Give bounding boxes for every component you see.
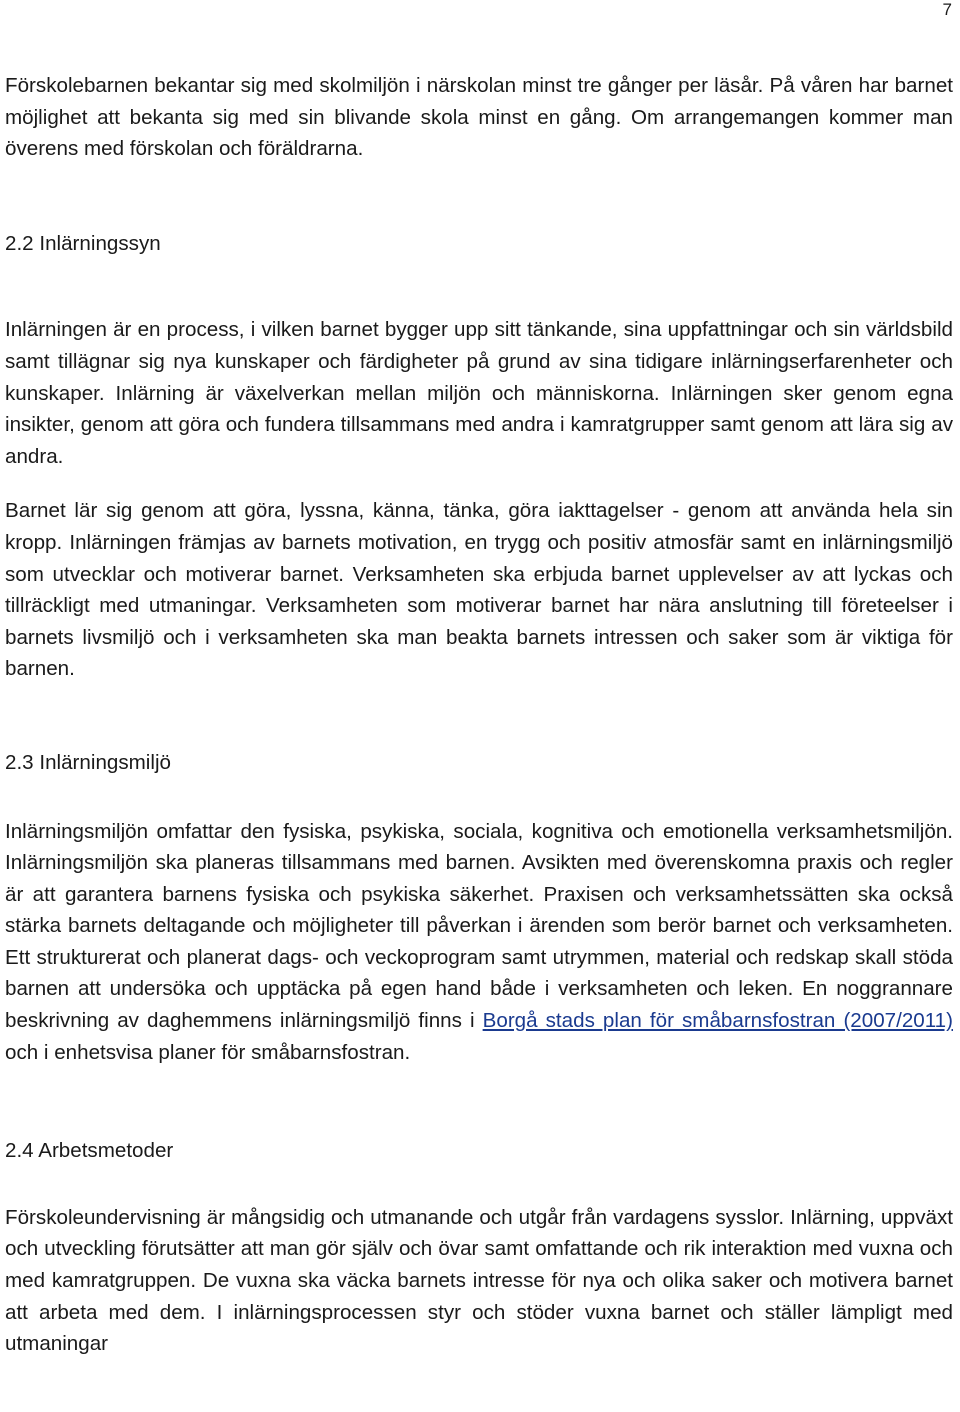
section-heading-2-2: 2.2 Inlärningssyn (5, 231, 161, 255)
spacer (5, 779, 953, 816)
paragraph-inlarningsmiljo (5, 816, 953, 1069)
page-number: 7 (942, 0, 952, 19)
spacer (5, 165, 953, 228)
spacer (5, 1068, 953, 1135)
borga-plan-link[interactable]: Borgå stads plan för småbarnsfostran (2007/2011) (482, 1009, 953, 1033)
spacer (5, 685, 953, 747)
section-heading-2-4: 2.4 Arbetsmetoder (5, 1139, 174, 1163)
document-page (5, 70, 953, 1360)
paragraph-text-after-link: och i enhetsvisa planer för småbarnsfostran. (5, 1040, 411, 1064)
section-heading-2-3: 2.3 Inlärningsmiljö (5, 750, 171, 774)
spacer (5, 1167, 953, 1202)
paragraph-arbetsmetoder: Förskoleundervisning är mångsidig och utmanande och utgår från vardagens sysslor. Inlärning, uppväxt och utveckling förutsätter att man gör själv och övar samt omfattande och rik interaktion med vuxna och med kamratgruppen. De vuxna ska väcka barnets intresse för nya och olika saker och motivera barnet att arbeta med dem. I inlärningsprocessen styr och stöder vuxna barnet och ställer lämpligt med utmaningar (5, 1205, 953, 1356)
spacer (5, 259, 953, 314)
paragraph-text-before-link: Inlärningsmiljön omfattar den fysiska, psykiska, sociala, kognitiva och emotionella verksamhetsmiljön. Inlärningsmiljön ska planeras tillsammans med barnen. Avsikten med överenskomna praxis och regler är att garantera barnens fysiska och psykiska säkerhet. Praxisen och verksamhetssätten ska också stärka barnets deltagande och möjligheter till påverkan i ärenden som berör barnet och verksamheten. Ett strukturerat och planerat dags- och veckoprogram samt utrymmen, material och redskap skall stöda barnen att undersöka och upptäcka på egen hand både i verksamheten och leken. En noggrannare beskrivning av daghemmens inlärningsmiljö finns i (5, 819, 953, 1033)
intro-paragraph: Förskolebarnen bekantar sig med skolmiljön i närskolan minst tre gånger per läsår. På våren har barnet möjlighet att bekanta sig med sin blivande skola minst en gång. Om arrangemangen kommer man överens med förskolan och föräldrarna. (5, 74, 953, 161)
spacer (5, 472, 953, 495)
paragraph-inlarningssyn-2: Barnet lär sig genom att göra, lyssna, känna, tänka, göra iakttagelser - genom att använda hela sin kropp. Inlärningen främjas av barnets motivation, en trygg och positiv atmosfär samt en inlärningsmiljö som utvecklar och motiverar barnet. Verksamheten ska erbjuda barnet upplevelser av att lyckas och tillräckligt med utmaningar. Verksamheten som motiverar barnet har nära anslutning till företeelser i barnets livsmiljö och i verksamheten ska man beakta barnets intressen och saker som är viktiga för barnen. (5, 499, 953, 681)
paragraph-inlarningssyn-1: Inlärningen är en process, i vilken barnet bygger upp sitt tänkande, sina uppfattningar och sin världsbild samt tillägnar sig nya kunskaper och färdigheter på grund av sina tidigare inlärningserfarenheter och kunskaper. Inlärning är växelverkan mellan miljön och människorna. Inlärningen sker genom egna insikter, genom att göra och fundera tillsammans med andra i kamratgrupper samt genom att lära sig av andra. (5, 318, 953, 468)
